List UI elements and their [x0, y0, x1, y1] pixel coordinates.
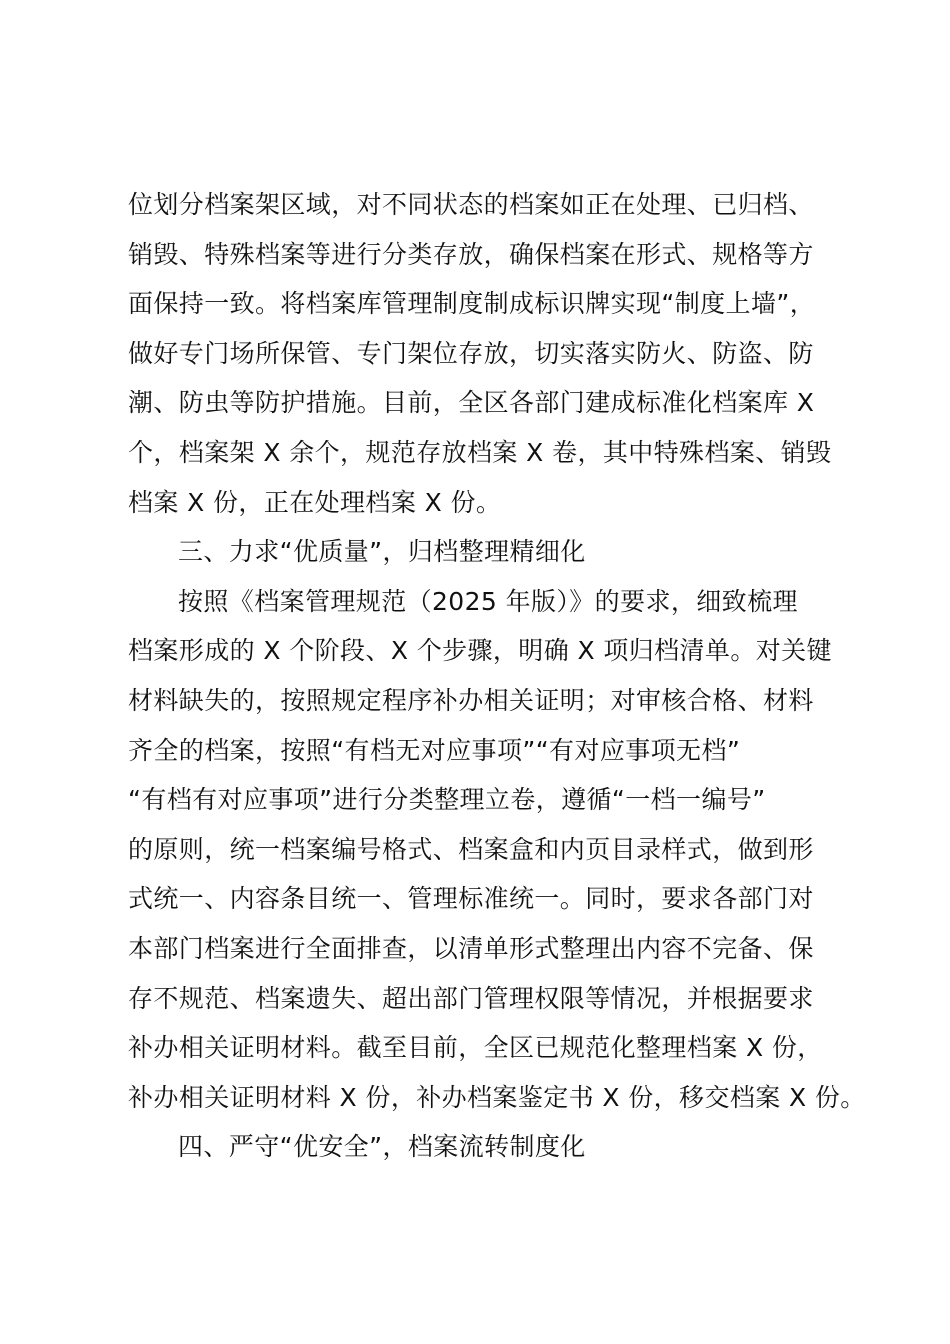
- section-heading-3: 三、力求“优质量”，归档整理精细化: [178, 537, 586, 567]
- paragraph-line: 存不规范、档案遗失、超出部门管理权限等情况，并根据要求: [128, 983, 814, 1013]
- paragraph-line: 按照《档案管理规范（2025 年版）》的要求，细致梳理: [178, 586, 798, 616]
- section-heading-4: 四、严守“优安全”，档案流转制度化: [178, 1132, 586, 1162]
- paragraph-line: “有档有对应事项”进行分类整理立卷，遵循“一档一编号”: [128, 785, 766, 815]
- paragraph-line: 个，档案架 X 余个，规范存放档案 X 卷，其中特殊档案、销毁: [128, 437, 832, 467]
- paragraph-line: 本部门档案进行全面排查，以清单形式整理出内容不完备、保: [128, 933, 814, 963]
- paragraph-line: 面保持一致。将档案库管理制度制成标识牌实现“制度上墙”，: [128, 289, 816, 319]
- paragraph-line: 补办相关证明材料。截至目前，全区已规范化整理档案 X 份，: [128, 1033, 823, 1063]
- paragraph-line: 式统一、内容条目统一、管理标准统一。同时，要求各部门对: [128, 884, 814, 914]
- paragraph-line: 做好专门场所保管、专门架位存放，切实落实防火、防盗、防: [128, 338, 814, 368]
- paragraph-line: 补办相关证明材料 X 份，补办档案鉴定书 X 份，移交档案 X 份。: [128, 1082, 866, 1112]
- paragraph-line: 潮、防虫等防护措施。目前，全区各部门建成标准化档案库 X: [128, 388, 815, 418]
- paragraph-line: 的原则，统一档案编号格式、档案盒和内页目录样式，做到形: [128, 834, 814, 864]
- body-text: [128, 180, 866, 1172]
- paragraph-line: 材料缺失的，按照规定程序补办相关证明；对审核合格、材料: [128, 685, 814, 715]
- paragraph-line: 位划分档案架区域，对不同状态的档案如正在处理、已归档、: [128, 190, 814, 219]
- paragraph-line: 齐全的档案，按照“有档无对应事项”“有对应事项无档”: [128, 735, 741, 765]
- paragraph-line: 档案 X 份，正在处理档案 X 份。: [128, 487, 502, 517]
- paragraph-line: 档案形成的 X 个阶段、X 个步骤，明确 X 项归档清单。对关键: [128, 636, 832, 666]
- paragraph-line: 销毁、特殊档案等进行分类存放，确保档案在形式、规格等方: [128, 239, 814, 269]
